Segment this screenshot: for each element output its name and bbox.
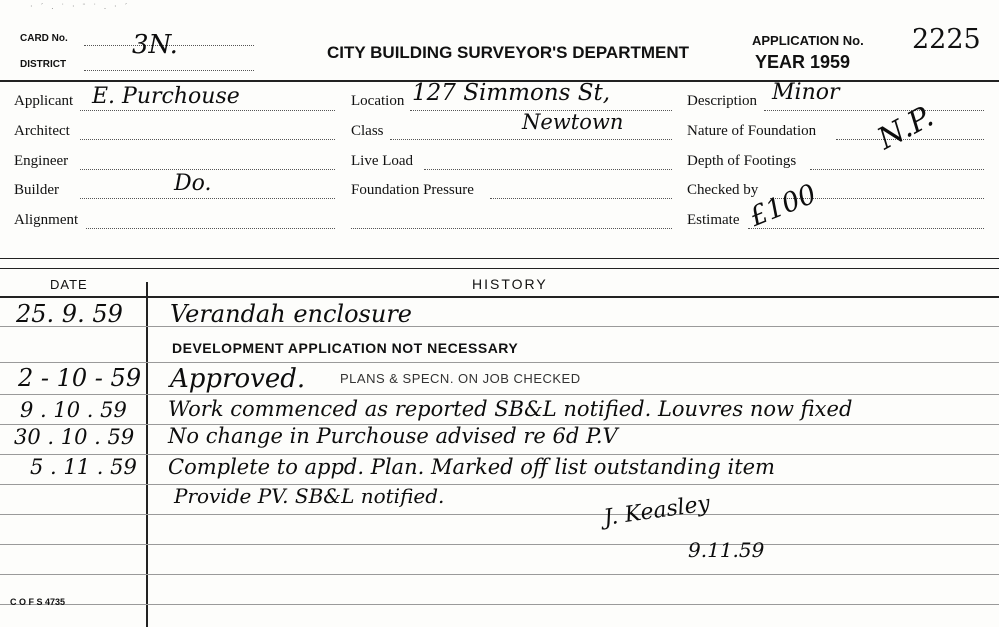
ruled-line (0, 604, 999, 605)
table-top-rule-2 (0, 268, 999, 269)
description-value: Minor (772, 80, 840, 105)
engineer-label: Engineer (14, 153, 69, 169)
ruled-line (0, 514, 999, 515)
architect-label: Architect (14, 123, 70, 139)
applicant-line (80, 110, 335, 111)
history-text: Provide PV. SB&L notified. (174, 484, 445, 508)
applicant-label: Applicant (14, 93, 74, 109)
engineer-line (80, 169, 335, 170)
builder-label: Builder (14, 182, 59, 198)
signature-date: 9.11.59 (688, 538, 765, 562)
checked-by-label: Checked by (687, 182, 759, 198)
live-load-label: Live Load (351, 153, 414, 169)
estimate-value: £100 (745, 178, 821, 233)
ruled-line (0, 544, 999, 545)
district-label: DISTRICT (20, 59, 67, 70)
application-number: 2225 (912, 24, 981, 55)
architect-line (80, 139, 335, 140)
history-stamp: PLANS & SPECN. ON JOB CHECKED (340, 371, 581, 386)
depth-of-footings-line (810, 169, 984, 170)
history-stamp: DEVELOPMENT APPLICATION NOT NECESSARY (172, 340, 519, 356)
ruled-line (0, 484, 999, 485)
description-line (764, 110, 984, 111)
district-line (84, 70, 254, 71)
location-label: Location (351, 93, 405, 109)
speckle-marks: · ´ . ˙ · ¨ ˙ . · ´ (30, 2, 131, 11)
history-date: 9 . 10 . 59 (20, 398, 127, 422)
ruled-line (0, 574, 999, 575)
builder-value: Do. (174, 171, 212, 196)
description-label: Description (687, 93, 757, 109)
history-text: Complete to appd. Plan. Marked off list outstanding item (168, 455, 775, 479)
history-text: No change in Purchouse advised re 6d P.V (168, 424, 618, 448)
history-date: 5 . 11 . 59 (30, 455, 137, 479)
history-text: Approved. (170, 364, 306, 394)
foundation-pressure-label: Foundation Pressure (351, 182, 474, 198)
location-value: 127 Simmons St, (412, 80, 611, 106)
builder-line (80, 198, 335, 199)
ruled-line (0, 394, 999, 395)
applicant-value: E. Purchouse (92, 84, 240, 109)
alignment-line (86, 228, 335, 229)
history-date: 30 . 10 . 59 (14, 425, 135, 449)
date-header: DATE (50, 277, 88, 292)
depth-of-footings-value: N.P. (872, 98, 940, 157)
foundation-pressure-line (490, 198, 672, 199)
ruled-line (0, 326, 999, 327)
card-no-value: 3N. (132, 30, 178, 60)
middle-extra-line (351, 228, 672, 229)
class-line (390, 139, 672, 140)
card-no-label: CARD No. (20, 33, 68, 44)
table-header-rule (0, 296, 999, 298)
alignment-label: Alignment (14, 212, 79, 228)
history-header: HISTORY (472, 276, 548, 292)
history-text: Verandah enclosure (170, 300, 413, 328)
history-text: Work commenced as reported SB&L notified. Louvres now fixed (168, 397, 853, 421)
class-value: Newtown (522, 110, 624, 134)
nature-of-foundation-label: Nature of Foundation (687, 123, 817, 139)
history-date: 25. 9. 59 (16, 300, 123, 328)
year-label: YEAR 1959 (755, 52, 851, 72)
estimate-label: Estimate (687, 212, 740, 228)
class-label: Class (351, 123, 384, 139)
form-code: C O F S 4735 (10, 597, 66, 607)
depth-of-footings-label: Depth of Footings (687, 153, 797, 169)
department-title: CITY BUILDING SURVEYOR'S DEPARTMENT (327, 43, 690, 62)
live-load-line (424, 169, 672, 170)
ruled-line (0, 362, 999, 363)
signature-name: J. Keasley (602, 491, 712, 531)
history-date: 2 - 10 - 59 (18, 364, 142, 392)
application-label: APPLICATION No. (752, 33, 864, 48)
table-top-rule-1 (0, 258, 999, 259)
estimate-line (748, 228, 984, 229)
